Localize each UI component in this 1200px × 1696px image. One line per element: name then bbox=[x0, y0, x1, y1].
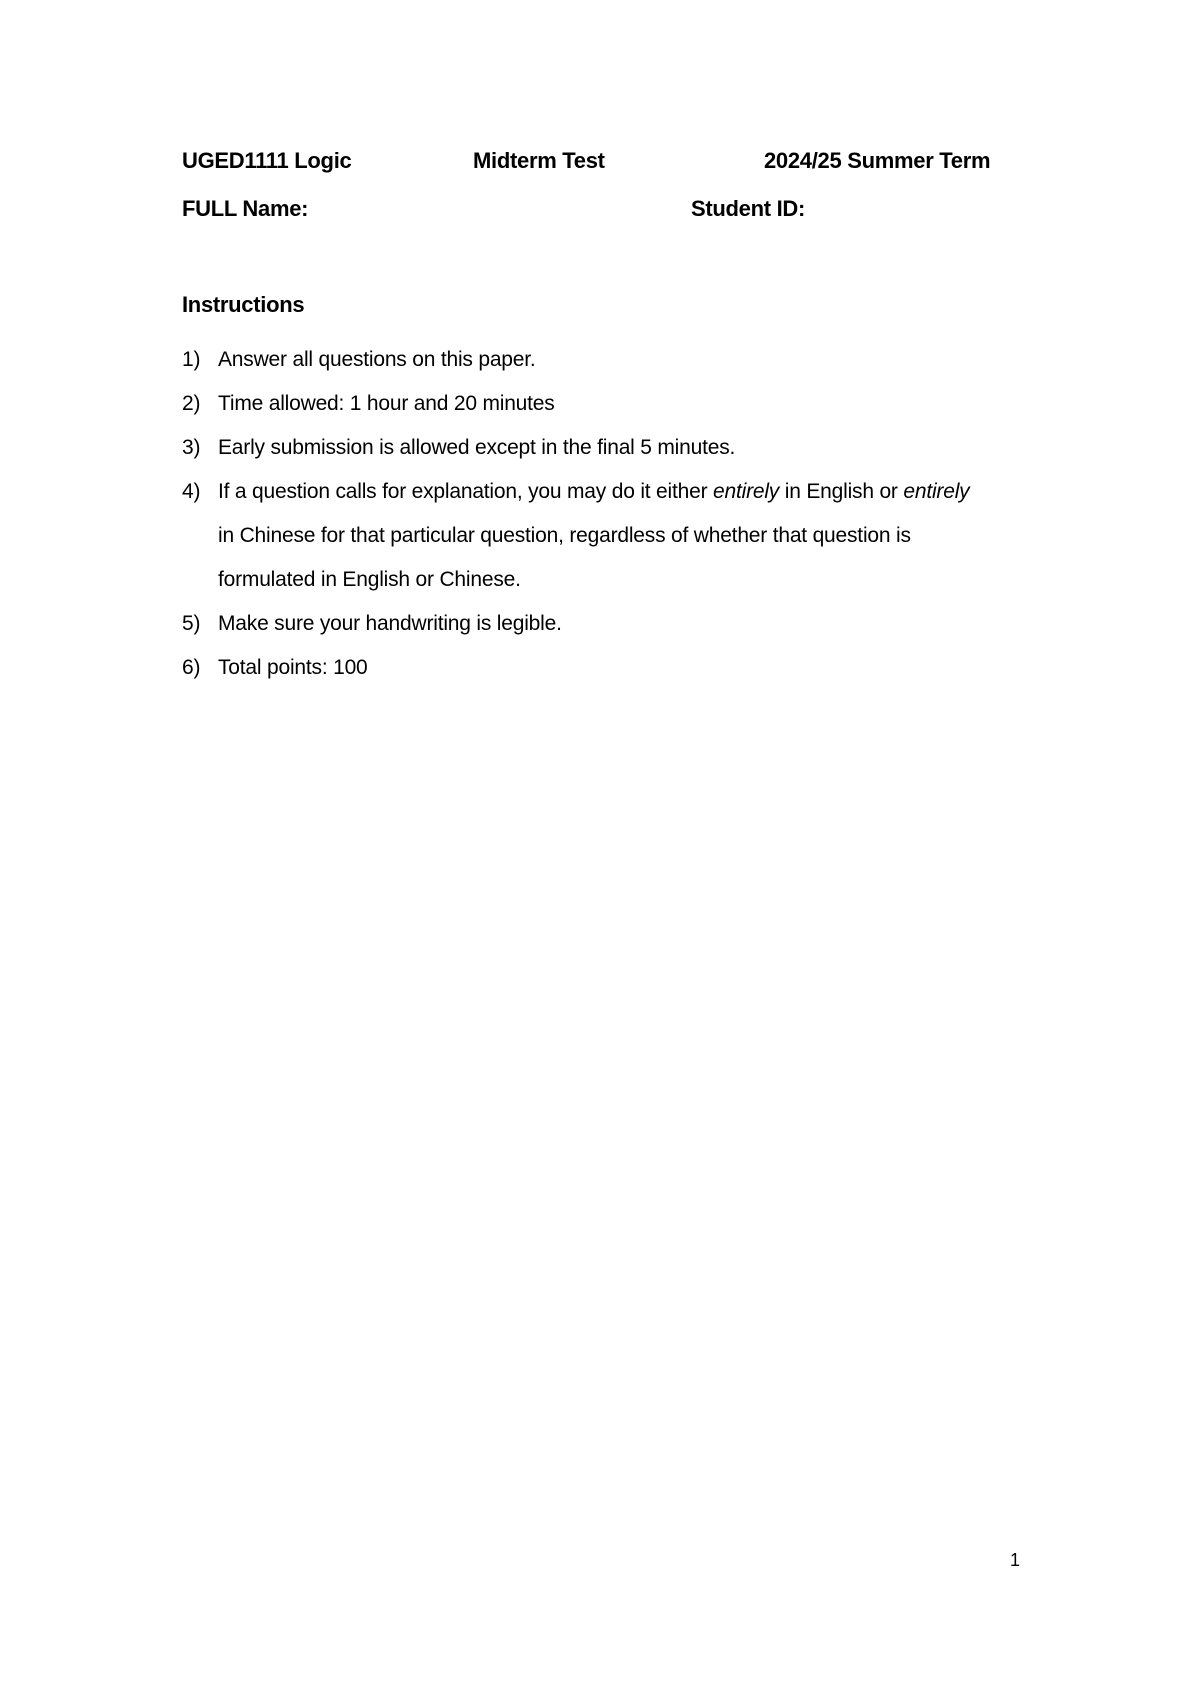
list-item bbox=[182, 646, 982, 690]
page-number: 1 bbox=[1010, 1550, 1021, 1570]
term-label: 2024/25 Summer Term bbox=[764, 148, 991, 173]
item-text: Total points: 100 bbox=[218, 656, 368, 679]
course-title: UGED1111 Logic bbox=[182, 148, 352, 173]
instructions-list bbox=[182, 338, 982, 690]
student-id-label: Student ID: bbox=[691, 196, 806, 221]
item-text: Early submission is allowed except in the final 5 minutes. bbox=[218, 436, 736, 459]
item-number: 2) bbox=[182, 392, 201, 415]
item-text: Answer all questions on this paper. bbox=[218, 348, 536, 371]
item-number: 4) bbox=[182, 480, 201, 503]
item-text-part: If a question calls for explanation, you may do it either bbox=[218, 480, 714, 503]
item-number: 1) bbox=[182, 348, 201, 371]
item-number: 6) bbox=[182, 656, 201, 679]
item-number: 3) bbox=[182, 436, 201, 459]
full-name-label: FULL Name: bbox=[182, 196, 309, 221]
instructions-heading: Instructions bbox=[182, 292, 305, 317]
item-emphasis: entirely bbox=[903, 480, 970, 503]
item-emphasis: entirely bbox=[713, 480, 780, 503]
item-number: 5) bbox=[182, 612, 201, 635]
list-item bbox=[182, 426, 982, 470]
item-text: Time allowed: 1 hour and 20 minutes bbox=[218, 392, 555, 415]
item-text: Make sure your handwriting is legible. bbox=[218, 612, 562, 635]
list-item bbox=[182, 470, 982, 602]
list-item bbox=[182, 602, 982, 646]
item-text-part: in English or bbox=[779, 480, 904, 503]
list-item bbox=[182, 382, 982, 426]
test-title: Midterm Test bbox=[473, 148, 605, 173]
list-item bbox=[182, 338, 982, 382]
item-text-part: in Chinese for that particular question, regardless of whether that question is formulated in English or Chinese. bbox=[218, 524, 911, 591]
